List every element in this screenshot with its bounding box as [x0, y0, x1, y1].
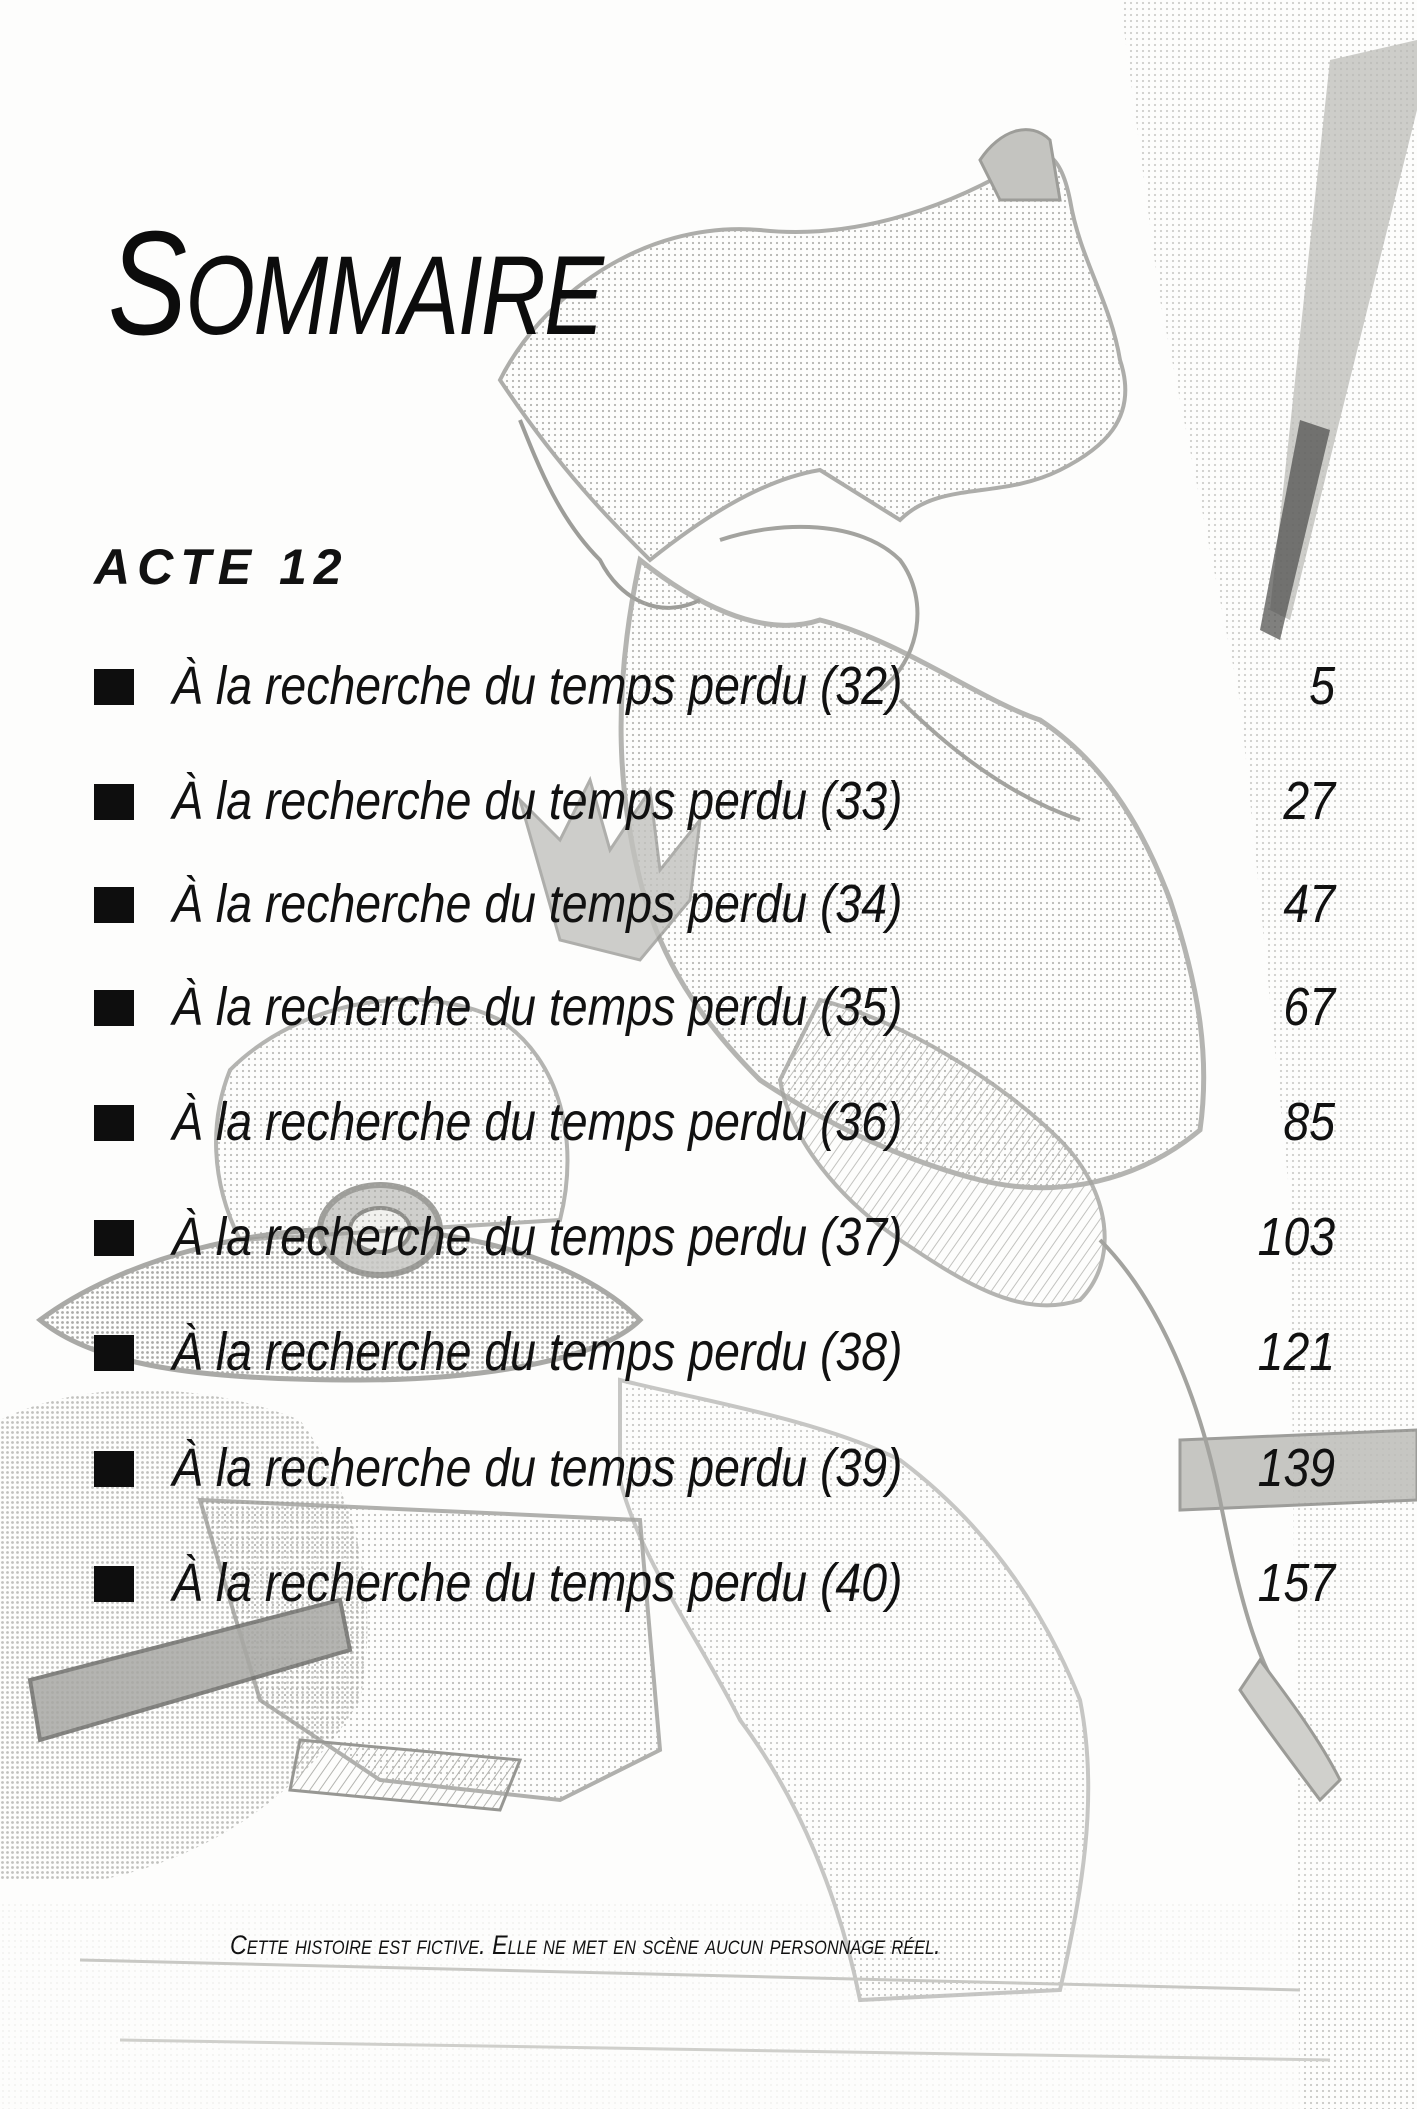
title-initial: S: [108, 201, 186, 366]
square-bullet-icon: [94, 1566, 134, 1602]
toc-entry-page: 157: [1257, 1553, 1335, 1613]
toc-entry[interactable]: [0, 1317, 1417, 1387]
toc-entry[interactable]: [0, 869, 1417, 939]
toc-entry[interactable]: [0, 1548, 1417, 1618]
toc-entry-page: 121: [1257, 1322, 1335, 1382]
toc-entry-title: À la recherche du temps perdu (33): [172, 771, 903, 831]
square-bullet-icon: [94, 1335, 134, 1371]
square-bullet-icon: [94, 990, 134, 1026]
toc-entry-page: 103: [1257, 1207, 1335, 1267]
toc-entry-title: À la recherche du temps perdu (40): [172, 1553, 903, 1613]
toc-entry-page: 139: [1257, 1438, 1335, 1498]
toc-entry[interactable]: [0, 1202, 1417, 1272]
toc-entry-page: 5: [1309, 656, 1335, 716]
toc-entry-title: À la recherche du temps perdu (35): [172, 977, 903, 1037]
toc-entry[interactable]: [0, 1087, 1417, 1157]
toc-entry[interactable]: [0, 1433, 1417, 1503]
toc-entry-title: À la recherche du temps perdu (36): [172, 1092, 903, 1152]
toc-entry-title: À la recherche du temps perdu (34): [172, 874, 903, 934]
square-bullet-icon: [94, 669, 134, 705]
toc-entry-title: À la recherche du temps perdu (32): [172, 656, 903, 716]
toc-entry-title: À la recherche du temps perdu (39): [172, 1438, 903, 1498]
toc-entry-page: 85: [1283, 1092, 1335, 1152]
square-bullet-icon: [94, 1220, 134, 1256]
square-bullet-icon: [94, 1451, 134, 1487]
toc-entry-title: À la recherche du temps perdu (38): [172, 1322, 903, 1382]
square-bullet-icon: [94, 887, 134, 923]
toc-entry-page: 27: [1283, 771, 1335, 831]
toc-entry[interactable]: [0, 972, 1417, 1042]
toc-entry[interactable]: [0, 651, 1417, 721]
toc-entry-title: À la recherche du temps perdu (37): [172, 1207, 903, 1267]
disclaimer-text: Cette histoire est fictive. Elle ne met en scène aucun personnage réel.: [230, 1930, 941, 1960]
square-bullet-icon: [94, 1105, 134, 1141]
toc-entry-page: 47: [1283, 874, 1335, 934]
toc-entry-page: 67: [1283, 977, 1335, 1037]
act-heading: ACTE 12: [94, 539, 349, 595]
title-rest: OMMAIRE: [185, 233, 603, 358]
square-bullet-icon: [94, 784, 134, 820]
toc-entry[interactable]: [0, 766, 1417, 836]
